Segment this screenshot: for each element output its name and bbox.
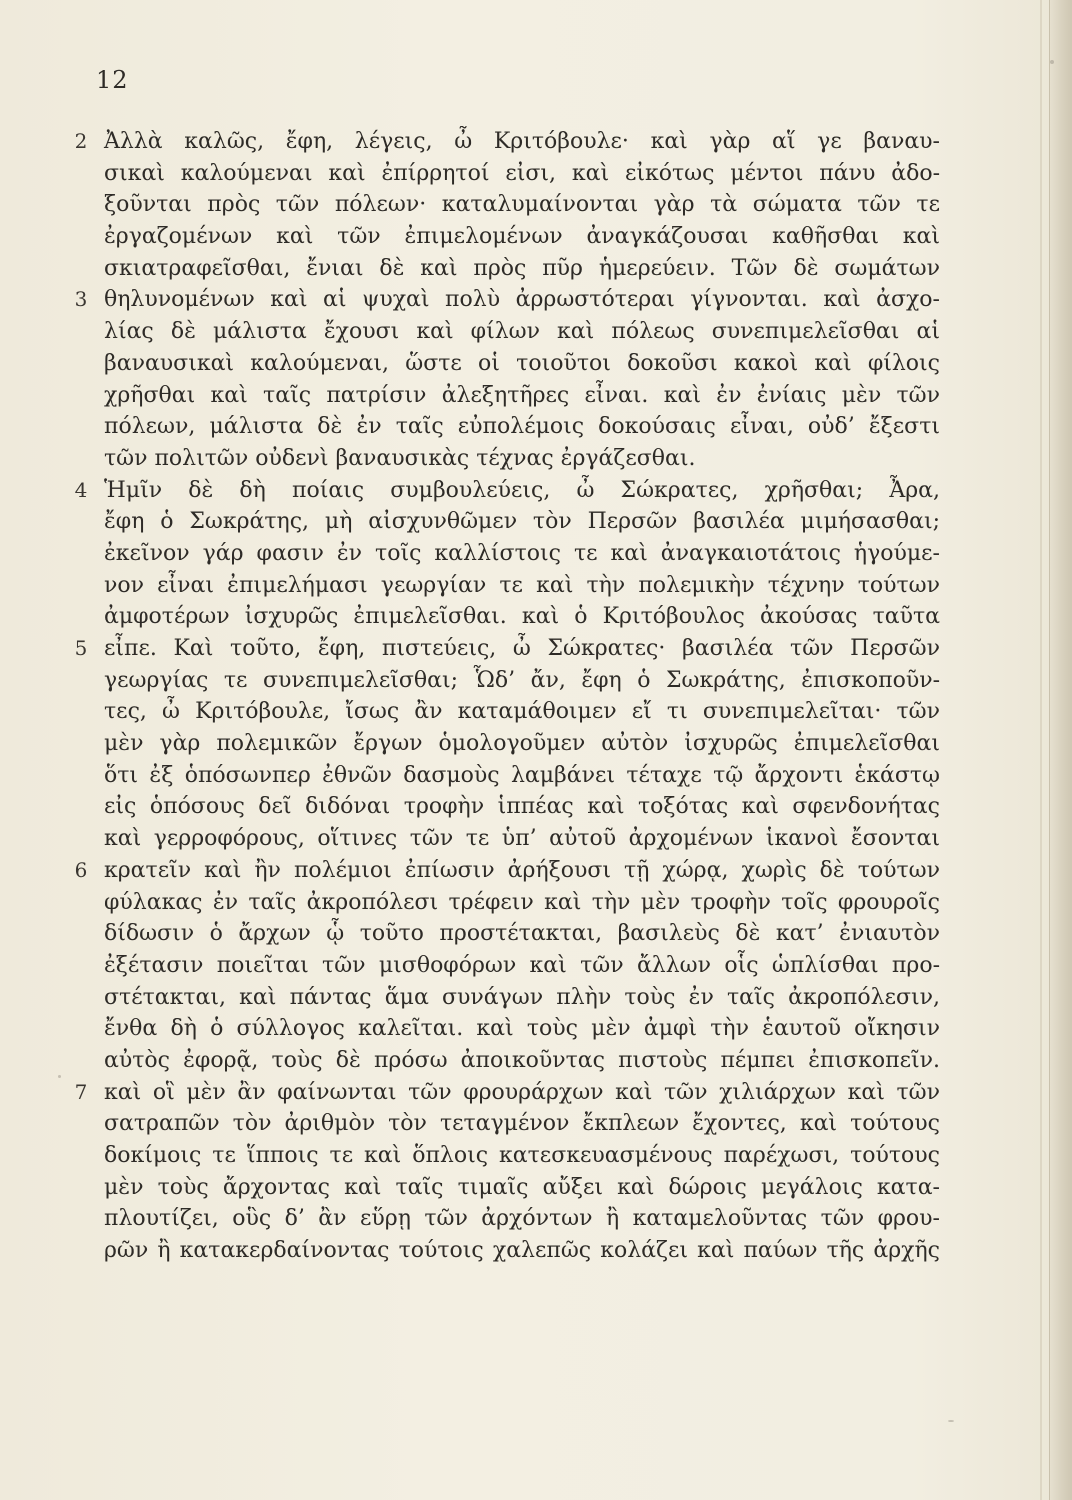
line-text: ἐξέτασιν ποιεῖται τῶν μισθοφόρων καὶ τῶν ἄλλων οἷς ὡπλίσθαι προ-: [104, 952, 940, 978]
text-line: [70, 982, 940, 1014]
text-line: [70, 1172, 940, 1204]
text-line: [70, 253, 940, 285]
line-text: λίας δὲ μάλιστα ἔχουσι καὶ φίλων καὶ πόλεως συνεπιμελεῖσθαι αἱ: [104, 319, 940, 345]
page-number: 12: [96, 66, 129, 94]
line-text: καὶ οἳ μὲν ἂν φαίνωνται τῶν φρουράρχων καὶ τῶν χιλιάρχων καὶ τῶν: [104, 1079, 940, 1105]
text-line: [70, 1108, 940, 1140]
line-text: ἐκεῖνον γάρ φασιν ἐν τοῖς καλλίστοις τε καὶ ἀναγκαιοτάτοις ἡγούμε-: [104, 540, 940, 566]
text-line: [70, 760, 940, 792]
page-edge: [1049, 0, 1072, 1500]
line-text: κρατεῖν καὶ ἢν πολέμιοι ἐπίωσιν ἀρήξουσι τῇ χώρᾳ, χωρὶς δὲ τούτων: [104, 857, 940, 883]
section-number: 5: [74, 636, 88, 660]
line-text: ἔνθα δὴ ὁ σύλλογος καλεῖται. καὶ τοὺς μὲν ἀμφὶ τὴν ἑαυτοῦ οἴκησιν: [104, 1016, 940, 1042]
text-line: [70, 284, 940, 316]
line-text: σκιατραφεῖσθαι, ἔνιαι δὲ καὶ πρὸς πῦρ ἡμερεύειν. Τῶν δὲ σωμάτων: [104, 255, 940, 281]
text-line: [70, 189, 940, 221]
text-line: [70, 728, 940, 760]
line-text: Ἀλλὰ καλῶς, ἔφη, λέγεις, ὦ Κριτόβουλε· καὶ γὰρ αἵ γε βαναυ-: [104, 129, 940, 154]
line-text: μὲν γὰρ πολεμικῶν ἔργων ὁμολογοῦμεν αὐτὸν ἰσχυρῶς ἐπιμελεῖσθαι: [104, 731, 940, 757]
line-text: δοκίμοις τε ἵπποις τε καὶ ὅπλοις κατεσκευασμένους παρέχωσι, τούτους: [104, 1143, 940, 1168]
line-text: ἀμφοτέρων ἰσχυρῶς ἐπιμελεῖσθαι. καὶ ὁ Κριτόβουλος ἀκούσας ταῦτα: [104, 604, 940, 630]
text-block: [70, 126, 940, 1267]
text-line: [70, 633, 940, 665]
text-line: [70, 316, 940, 348]
line-text: χρῆσθαι καὶ ταῖς πατρίσιν ἀλεξητῆρες εἶναι. καὶ ἐν ἐνίαις μὲν τῶν: [104, 382, 940, 408]
text-line: [70, 1203, 940, 1235]
text-line: [70, 126, 940, 158]
text-line: [70, 1013, 940, 1045]
line-text: ἔφη ὁ Σωκράτης, μὴ αἰσχυνθῶμεν τὸν Περσῶν βασιλέα μιμήσασθαι;: [104, 509, 940, 535]
text-line: [70, 443, 940, 475]
text-line: [70, 348, 940, 380]
text-line: [70, 601, 940, 633]
text-line: [70, 665, 940, 697]
line-text: τες, ὦ Κριτόβουλε, ἴσως ἂν καταμάθοιμεν εἴ τι συνεπιμελεῖται· τῶν: [104, 699, 940, 725]
section-number: 7: [74, 1079, 88, 1104]
text-line: [70, 855, 940, 887]
line-text: πλουτίζει, οὓς δ’ ἂν εὕρῃ τῶν ἀρχόντων ἢ καταμελοῦντας τῶν φρου-: [104, 1206, 940, 1232]
line-text: καὶ γερροφόρους, οἵτινες τῶν τε ὑπ’ αὐτοῦ ἀρχομένων ἱκανοὶ ἔσονται: [104, 826, 940, 852]
paper-speck: [948, 1420, 954, 1422]
line-text: θηλυνομένων καὶ αἱ ψυχαὶ πολὺ ἀρρωστότεραι γίγνονται. καὶ ἀσχο-: [104, 287, 940, 313]
text-line: [70, 411, 940, 443]
text-line: [70, 570, 940, 602]
line-text: πόλεων, μάλιστα δὲ ἐν ταῖς εὐπολέμοις δοκούσαις εἶναι, οὐδ’ ἔξεστι: [104, 414, 940, 440]
line-text: εἰς ὁπόσους δεῖ διδόναι τροφὴν ἱππέας καὶ τοξότας καὶ σφενδονήτας: [104, 794, 940, 820]
page-fold-line: [1040, 0, 1042, 1500]
text-line: [70, 791, 940, 823]
line-text: φύλακας ἐν ταῖς ἀκροπόλεσι τρέφειν καὶ τὴν μὲν τροφὴν τοῖς φρουροῖς: [104, 889, 940, 915]
text-line: [70, 380, 940, 412]
text-line: [70, 1045, 940, 1077]
text-line: [70, 823, 940, 855]
section-number: 4: [74, 477, 88, 502]
line-text: μὲν τοὺς ἄρχοντας καὶ ταῖς τιμαῖς αὔξει καὶ δώροις μεγάλοις κατα-: [104, 1174, 940, 1200]
line-text: Ἡμῖν δὲ δὴ ποίαις συμβουλεύεις, ὦ Σώκρατες, χρῆσθαι; Ἆρα,: [104, 477, 940, 503]
text-line: [70, 1077, 940, 1109]
line-text: ἐργαζομένων καὶ τῶν ἐπιμελομένων ἀναγκάζουσαι καθῆσθαι καὶ: [104, 224, 940, 250]
text-line: [70, 696, 940, 728]
text-line: [70, 221, 940, 253]
section-number: 2: [74, 129, 88, 153]
line-text: γεωργίας τε συνεπιμελεῖσθαι; Ὧδ’ ἄν, ἔφη ὁ Σωκράτης, ἐπισκοποῦν-: [104, 667, 940, 693]
section-number: 6: [74, 857, 88, 882]
line-text: ὅτι ἐξ ὁπόσωνπερ ἐθνῶν δασμοὺς λαμβάνει τέταχε τῷ ἄρχοντι ἑκάστῳ: [104, 762, 940, 788]
line-text: στέτακται, καὶ πάντας ἅμα συνάγων πλὴν τοὺς ἐν ταῖς ἀκροπόλεσιν,: [104, 984, 940, 1010]
text-line: [70, 538, 940, 570]
line-text: ρῶν ἢ κατακερδαίνοντας τούτοις χαλεπῶς κολάζει καὶ παύων τῆς ἀρχῆς: [104, 1238, 940, 1264]
line-text: βαναυσικαὶ καλούμεναι, ὥστε οἱ τοιοῦτοι δοκοῦσι κακοὶ καὶ φίλοις: [104, 350, 940, 376]
line-text: τῶν πολιτῶν οὐδενὶ βαναυσικὰς τέχνας ἐργάζεσθαι.: [104, 445, 696, 471]
text-line: [70, 918, 940, 950]
text-line: [70, 950, 940, 982]
paper-speck: [58, 1075, 61, 1078]
line-text: σατραπῶν τὸν ἀριθμὸν τὸν τεταγμένον ἔκπλεων ἔχοντες, καὶ τούτους: [104, 1111, 940, 1137]
line-text: ξοῦνται πρὸς τῶν πόλεων· καταλυμαίνονται γὰρ τὰ σώματα τῶν τε: [104, 192, 940, 218]
section-number: 3: [74, 287, 88, 312]
text-line: [70, 158, 940, 190]
line-text: δίδωσιν ὁ ἄρχων ᾧ τοῦτο προστέτακται, βασιλεὺς δὲ κατ’ ἐνιαυτὸν: [104, 921, 940, 947]
paper-speck: [1050, 60, 1054, 64]
text-line: [70, 475, 940, 507]
line-text: νον εἶναι ἐπιμελήμασι γεωργίαν τε καὶ τὴν πολεμικὴν τέχνην τούτων: [104, 572, 940, 598]
text-line: [70, 506, 940, 538]
line-text: αὐτὸς ἐφορᾷ, τοὺς δὲ πρόσω ἀποικοῦντας πιστοὺς πέμπει ἐπισκοπεῖν.: [104, 1047, 940, 1073]
text-line: [70, 1235, 940, 1267]
text-line: [70, 1140, 940, 1172]
text-line: [70, 887, 940, 919]
line-text: σικαὶ καλούμεναι καὶ ἐπίρρητοί εἰσι, καὶ εἰκότως μέντοι πάνυ ἀδο-: [104, 160, 940, 186]
line-text: εἶπε. Καὶ τοῦτο, ἔφη, πιστεύεις, ὦ Σώκρατες· βασιλέα τῶν Περσῶν: [104, 636, 940, 661]
